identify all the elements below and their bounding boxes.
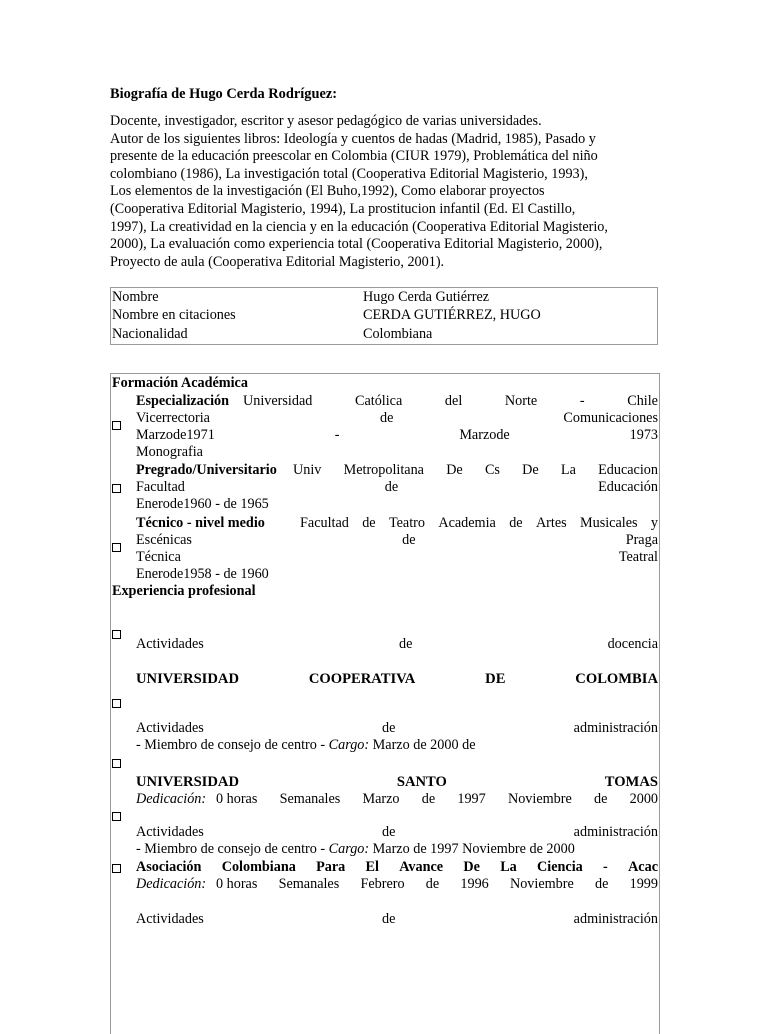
word: de [595,876,609,892]
formacion-entry-2 [136,462,658,479]
bio-line: colombiano (1986), La investigación total (Cooperativa Editorial Magisterio, 1993), [110,165,588,182]
word: UNIVERSIDAD [136,671,239,687]
word: Comunicaciones [563,410,658,426]
word: Actividades [136,636,204,652]
checkbox-icon[interactable] [112,759,121,768]
entry-line [136,549,658,566]
word: Colombiana [221,859,296,875]
entry-line: Monografia [136,444,203,460]
biography-text [110,113,658,271]
word: 0 horas [216,791,258,807]
info-label: Nacionalidad [112,325,188,342]
role-text: - Miembro de consejo de centro - [136,737,329,753]
word: Academia [438,515,496,531]
biography-title: Biografía de Hugo Cerda Rodríguez: [110,86,338,102]
info-label: Nombre en citaciones [112,307,236,324]
word: Cs [484,462,500,478]
word: Actividades [136,911,204,927]
cargo-label: Cargo: [328,737,370,753]
word: de [382,720,396,736]
checkbox-icon[interactable] [112,630,121,639]
activity-line [136,636,658,653]
word: Semanales [279,791,341,807]
bio-line: presente de la educación preescolar en Colombia (CIUR 1979), Problemática del niño [110,148,598,165]
word: Técnica [136,549,181,565]
word: Católica [355,393,403,409]
word: de [509,515,523,531]
word: Marzode [459,427,510,443]
dedication-values [216,876,658,893]
word: De [446,462,463,478]
degree-level: Técnico - nivel medio [136,515,265,531]
activity-line [136,720,658,737]
word: Facultad [300,515,349,531]
word: COLOMBIA [575,671,658,687]
word: Para [316,859,346,875]
word: 2000 [629,791,658,807]
entry-line [136,427,658,444]
checkbox-icon[interactable] [112,484,121,493]
word: administración [573,824,658,840]
bio-line: Autor de los siguientes libros: Ideología y cuentos de hadas (Madrid, 1985), Pasado y [110,130,596,147]
personal-info-table [110,287,658,345]
word: Universidad [243,393,313,409]
word: Facultad [136,479,185,495]
word: La [500,859,517,875]
word: de [425,876,440,892]
word: Acac [628,859,658,875]
word: de [402,532,416,548]
entry-line [293,462,658,479]
checkbox-icon[interactable] [112,864,121,873]
bio-line: (Cooperativa Editorial Magisterio, 1994), La prostitucion infantil (Ed. El Castillo, [110,200,576,217]
role-text: - Miembro de consejo de centro - [136,841,329,857]
word: 1973 [629,427,658,443]
word: DE [485,671,506,687]
experiencia-heading: Experiencia profesional [112,583,256,599]
word: Actividades [136,720,204,736]
word: Ciencia [537,859,583,875]
bio-line: Los elementos de la investigación (El Buho,1992), Como elaborar proyectos [110,183,545,200]
word: de [398,636,413,652]
checkbox-icon[interactable] [112,543,121,552]
activity-line [136,911,658,928]
word: Univ [293,462,322,478]
info-value: Colombiana [363,325,433,342]
formacion-heading: Formación Académica [112,375,248,391]
word: 1996 [460,876,489,892]
word: La [560,462,576,478]
word: Noviembre [509,876,574,892]
word: y [650,515,658,531]
word: administración [573,720,658,736]
bio-line: Docente, investigador, escritor y asesor pedagógico de varias universidades. [110,113,542,129]
word: Escénicas [136,532,192,548]
word: docencia [607,636,658,652]
word: de [421,791,436,807]
role-date: Marzo de 2000 de [369,737,476,753]
entry-line [300,515,658,532]
role-date: Marzo de 1997 Noviembre de 2000 [369,841,575,857]
word: - [603,859,608,875]
employer-name [136,671,658,688]
word: Musicales [580,515,638,531]
word: De [463,859,480,875]
cv-section-box [110,373,660,1034]
dedication-values [216,791,658,808]
entry-line [136,410,658,427]
word: de [594,791,608,807]
checkbox-icon[interactable] [112,421,121,430]
dedicacion-label: Dedicación: [136,791,207,807]
word: Teatro [388,515,425,531]
cargo-label: Cargo: [328,841,370,857]
entry-line: Enerode1958 - de 1960 [136,566,269,582]
word: Metropolitana [343,462,424,478]
word: Chile [627,393,658,409]
bio-line: 2000), La evaluación como experiencia total (Cooperativa Editorial Magisterio, 2000), [110,236,603,253]
word: Artes [535,515,567,531]
entry-line: Enerode1960 - de 1965 [136,496,269,512]
entry-line [136,532,658,549]
word: Praga [625,532,658,548]
formacion-entry-3 [136,515,658,532]
entry-line [136,479,658,496]
word: administración [573,911,658,927]
bio-line: 1997), La creatividad en la ciencia y en la educación (Cooperativa Editorial Magisterio, [110,218,608,235]
formacion-entry-1 [136,393,658,410]
word: De [522,462,539,478]
word: Asociación [136,859,202,875]
word: - [334,427,340,443]
word: de [382,824,396,840]
employer-name [136,774,658,791]
word: El [365,859,379,875]
degree-level: Pregrado/Universitario [136,462,277,478]
role-line [136,737,658,754]
dedicacion-label: Dedicación: [136,876,207,892]
word: Noviembre [507,791,572,807]
table-row [111,288,658,307]
word: de [382,911,396,927]
bio-line: Proyecto de aula (Cooperativa Editorial Magisterio, 2001). [110,253,445,270]
checkbox-icon[interactable] [112,699,121,708]
employer-name [136,859,658,876]
word: 0 horas [216,876,258,892]
word: Actividades [136,824,204,840]
table-row [111,307,658,326]
word: de [380,410,394,426]
checkbox-icon[interactable] [112,812,121,821]
entry-line [243,393,658,410]
word: SANTO [396,774,447,790]
word: Febrero [360,876,405,892]
info-value: CERDA GUTIÉRREZ, HUGO [363,307,541,324]
word: Vicerrectoria [136,410,210,426]
word: Marzo [362,791,400,807]
info-value: Hugo Cerda Gutiérrez [363,288,490,305]
word: COOPERATIVA [308,671,416,687]
info-label: Nombre [112,288,159,305]
word: Norte [504,393,538,409]
word: Avance [399,859,444,875]
word: Marzode1971 [136,427,215,443]
word: UNIVERSIDAD [136,774,239,790]
activity-line [136,824,658,841]
word: TOMAS [604,774,658,790]
dedication-line [136,876,658,893]
word: Teatral [618,549,658,565]
dedication-line [136,791,658,808]
role-line [136,841,658,858]
word: de [384,479,399,495]
word: 1999 [629,876,658,892]
word: 1997 [457,791,486,807]
word: Educación [598,479,658,495]
degree-level: Especialización [136,393,230,409]
word: del [444,393,463,409]
word: - [579,393,585,409]
table-row [111,325,658,344]
word: Educacion [598,462,658,478]
word: de [362,515,376,531]
word: Semanales [278,876,340,892]
